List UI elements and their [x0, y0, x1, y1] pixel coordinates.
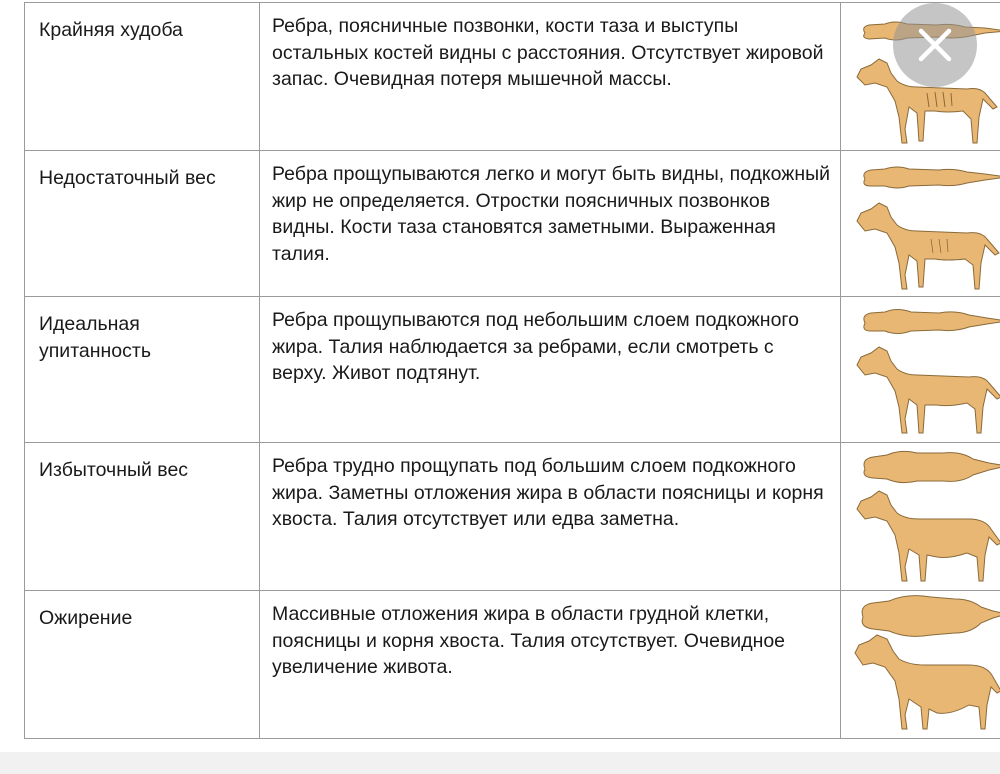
description-cell: Ребра, поясничные позвонки, кости таза и выступы остальных костей видны с расстояния. Отсутствует жировой запас. Очевидная потеря мышечной массы.: [260, 3, 841, 151]
body-condition-table: [24, 2, 1000, 739]
close-icon: [913, 23, 957, 67]
obese-dog-icon: [847, 595, 1000, 735]
bottom-bar: [0, 752, 1000, 774]
category-cell: Ожирение: [25, 591, 260, 739]
overweight-dog-icon: [847, 447, 1000, 587]
description-cell: Ребра прощупываются под небольшим слоем подкожного жира. Талия наблюдается за ребрами, если смотреть с верху. Живот подтянут.: [260, 297, 841, 443]
category-cell: Идеальная упитанность: [25, 297, 260, 443]
dog-image-cell: [841, 443, 1000, 591]
table-row: [25, 591, 1000, 739]
description-cell: Массивные отложения жира в области грудной клетки, поясницы и корня хвоста. Талия отсутствует. Очевидное увеличение живота.: [260, 591, 841, 739]
category-cell: Крайняя худоба: [25, 3, 260, 151]
dog-image-cell: [841, 151, 1000, 297]
description-cell: Ребра трудно прощупать под большим слоем подкожного жира. Заметны отложения жира в области поясницы и корня хвоста. Талия отсутствует или едва заметна.: [260, 443, 841, 591]
table-row: [25, 297, 1000, 443]
table-row: [25, 443, 1000, 591]
table-row: [25, 3, 1000, 151]
category-cell: Избыточный вес: [25, 443, 260, 591]
dog-image-cell: [841, 297, 1000, 443]
close-button[interactable]: [893, 3, 977, 87]
underweight-dog-icon: [847, 155, 1000, 295]
category-cell: Недостаточный вес: [25, 151, 260, 297]
description-cell: Ребра прощупываются легко и могут быть видны, подкожный жир не определяется. Отростки поясничных позвонков видны. Кости таза становятся заметными. Выраженная талия.: [260, 151, 841, 297]
ideal-dog-icon: [847, 301, 1000, 441]
dog-image-cell: [841, 591, 1000, 739]
table-row: [25, 151, 1000, 297]
